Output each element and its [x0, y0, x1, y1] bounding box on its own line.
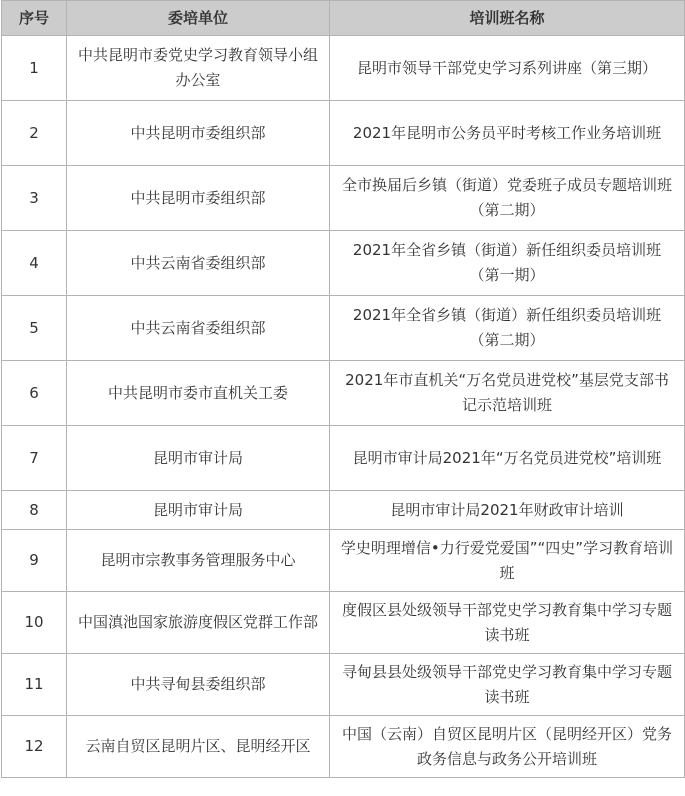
header-row — [2, 1, 685, 36]
header-course: 培训班名称 — [330, 1, 685, 36]
row-unit: 昆明市审计局 — [67, 491, 330, 530]
row-index: 3 — [2, 166, 67, 231]
table-row — [2, 296, 685, 361]
row-unit: 中共昆明市委组织部 — [67, 101, 330, 166]
row-course: 昆明市审计局2021年财政审计培训 — [330, 491, 685, 530]
table-row — [2, 101, 685, 166]
row-unit: 昆明市宗教事务管理服务中心 — [67, 530, 330, 592]
row-course: 全市换届后乡镇（街道）党委班子成员专题培训班（第二期） — [330, 166, 685, 231]
table-row — [2, 426, 685, 491]
table-row — [2, 491, 685, 530]
row-course: 2021年昆明市公务员平时考核工作业务培训班 — [330, 101, 685, 166]
row-index: 8 — [2, 491, 67, 530]
row-course: 昆明市领导干部党史学习系列讲座（第三期） — [330, 36, 685, 101]
row-index: 2 — [2, 101, 67, 166]
row-course: 2021年全省乡镇（街道）新任组织委员培训班（第一期） — [330, 231, 685, 296]
table-row — [2, 231, 685, 296]
row-course: 度假区县处级领导干部党史学习教育集中学习专题读书班 — [330, 592, 685, 654]
row-course: 2021年全省乡镇（街道）新任组织委员培训班（第二期） — [330, 296, 685, 361]
row-unit: 中共云南省委组织部 — [67, 231, 330, 296]
row-index: 11 — [2, 654, 67, 716]
row-index: 9 — [2, 530, 67, 592]
row-index: 7 — [2, 426, 67, 491]
table-row — [2, 530, 685, 592]
row-unit: 中共昆明市委组织部 — [67, 166, 330, 231]
table-row — [2, 654, 685, 716]
header-index: 序号 — [2, 1, 67, 36]
row-index: 6 — [2, 361, 67, 426]
row-index: 4 — [2, 231, 67, 296]
header-unit: 委培单位 — [67, 1, 330, 36]
table-row — [2, 36, 685, 101]
row-unit: 中共昆明市委党史学习教育领导小组办公室 — [67, 36, 330, 101]
row-index: 12 — [2, 716, 67, 778]
row-unit: 中共云南省委组织部 — [67, 296, 330, 361]
row-index: 10 — [2, 592, 67, 654]
row-unit: 中国滇池国家旅游度假区党群工作部 — [67, 592, 330, 654]
row-unit: 云南自贸区昆明片区、昆明经开区 — [67, 716, 330, 778]
row-unit: 昆明市审计局 — [67, 426, 330, 491]
row-unit: 中共昆明市委市直机关工委 — [67, 361, 330, 426]
row-index: 5 — [2, 296, 67, 361]
row-course: 中国（云南）自贸区昆明片区（昆明经开区）党务政务信息与政务公开培训班 — [330, 716, 685, 778]
row-course: 学史明理增信•力行爱党爱国”“四史”学习教育培训班 — [330, 530, 685, 592]
row-course: 昆明市审计局2021年“万名党员进党校”培训班 — [330, 426, 685, 491]
table-row — [2, 166, 685, 231]
table-row — [2, 361, 685, 426]
row-index: 1 — [2, 36, 67, 101]
row-unit: 中共寻甸县委组织部 — [67, 654, 330, 716]
training-table — [1, 0, 685, 778]
row-course: 2021年市直机关“万名党员进党校”基层党支部书记示范培训班 — [330, 361, 685, 426]
table-row — [2, 716, 685, 778]
row-course: 寻甸县县处级领导干部党史学习教育集中学习专题读书班 — [330, 654, 685, 716]
table-row — [2, 592, 685, 654]
